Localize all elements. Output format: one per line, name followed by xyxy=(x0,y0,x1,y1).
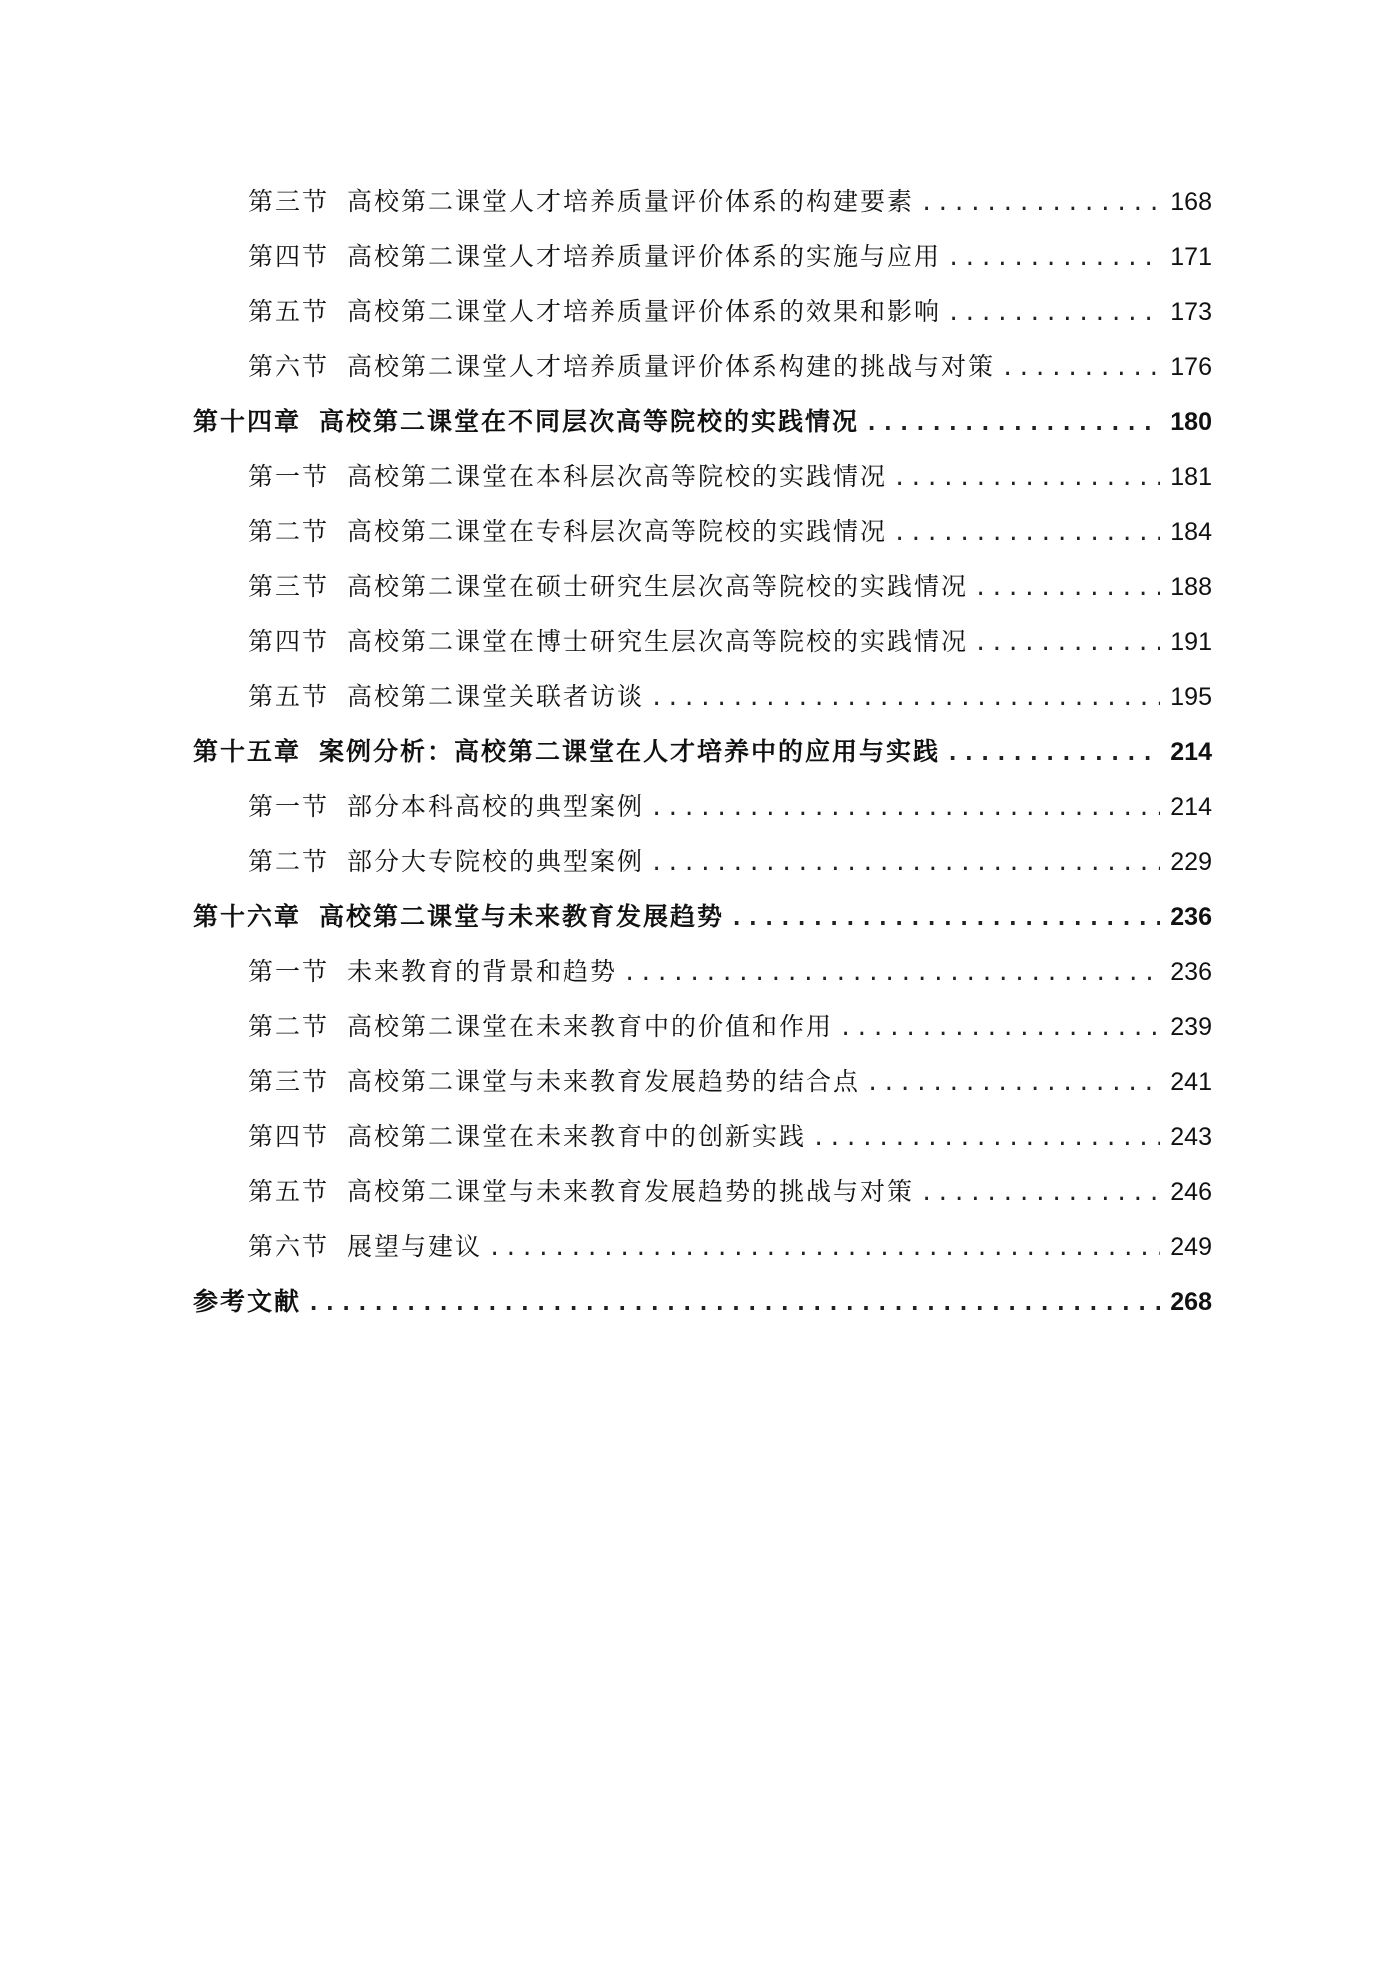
dot-leader xyxy=(650,796,1160,821)
dot-leader xyxy=(730,906,1160,931)
section-number: 第五节 xyxy=(248,297,330,326)
toc-section-entry[interactable] xyxy=(0,347,1391,402)
dot-leader xyxy=(920,1181,1160,1206)
toc-chapter-entry[interactable] xyxy=(0,732,1391,787)
section-number: 第二节 xyxy=(248,517,330,546)
toc-chapter-entry[interactable] xyxy=(0,1282,1391,1337)
toc-chapter-entry[interactable] xyxy=(0,402,1391,457)
toc-section-entry[interactable] xyxy=(0,1117,1391,1172)
page-number: 243 xyxy=(1170,1123,1212,1151)
toc-entry-line xyxy=(248,1062,1212,1098)
table-of-contents xyxy=(0,182,1391,1337)
page-number: 236 xyxy=(1170,903,1212,931)
section-number: 第五节 xyxy=(248,1177,330,1206)
chapter-title: 参考文献 xyxy=(193,1287,302,1316)
dot-leader xyxy=(947,301,1160,326)
chapter-title: 高校第二课堂与未来教育发展趋势 xyxy=(319,902,725,931)
toc-entry-line xyxy=(248,182,1212,218)
page-number: 249 xyxy=(1170,1233,1212,1261)
dot-leader xyxy=(623,961,1160,986)
toc-entry-line xyxy=(193,897,1212,933)
toc-section-entry[interactable] xyxy=(0,292,1391,347)
toc-entry-line xyxy=(248,512,1212,548)
section-title: 高校第二课堂在硕士研究生层次高等院校的实践情况 xyxy=(347,572,969,601)
section-number: 第二节 xyxy=(248,847,330,876)
toc-entry-line xyxy=(248,622,1212,658)
chapter-title: 高校第二课堂在不同层次高等院校的实践情况 xyxy=(319,407,860,436)
dot-leader xyxy=(866,1071,1160,1096)
toc-section-entry[interactable] xyxy=(0,1007,1391,1062)
toc-section-entry[interactable] xyxy=(0,512,1391,567)
dot-leader xyxy=(974,576,1160,601)
toc-section-entry[interactable] xyxy=(0,457,1391,512)
section-title: 展望与建议 xyxy=(347,1232,483,1261)
page-number: 184 xyxy=(1170,518,1212,546)
page-number: 236 xyxy=(1170,958,1212,986)
toc-entry-line xyxy=(248,347,1212,383)
section-title: 高校第二课堂与未来教育发展趋势的挑战与对策 xyxy=(347,1177,915,1206)
section-title: 高校第二课堂人才培养质量评价体系的构建要素 xyxy=(347,187,915,216)
toc-section-entry[interactable] xyxy=(0,1062,1391,1117)
section-number: 第一节 xyxy=(248,462,330,491)
toc-entry-line xyxy=(248,787,1212,823)
section-title: 高校第二课堂与未来教育发展趋势的结合点 xyxy=(347,1067,861,1096)
section-title: 高校第二课堂在博士研究生层次高等院校的实践情况 xyxy=(347,627,969,656)
section-title: 高校第二课堂人才培养质量评价体系构建的挑战与对策 xyxy=(347,352,996,381)
dot-leader xyxy=(812,1126,1160,1151)
toc-entry-line xyxy=(248,457,1212,493)
dot-leader xyxy=(893,466,1160,491)
section-number: 第一节 xyxy=(248,792,330,821)
toc-chapter-entry[interactable] xyxy=(0,897,1391,952)
page-number: 181 xyxy=(1170,463,1212,491)
section-title: 高校第二课堂在未来教育中的创新实践 xyxy=(347,1122,807,1151)
page-number: 239 xyxy=(1170,1013,1212,1041)
toc-entry-line xyxy=(248,677,1212,713)
page-number: 188 xyxy=(1170,573,1212,601)
dot-leader xyxy=(307,1291,1160,1316)
toc-entry-line xyxy=(193,1282,1212,1318)
toc-section-entry[interactable] xyxy=(0,677,1391,732)
chapter-number: 第十四章 xyxy=(193,407,302,436)
section-number: 第三节 xyxy=(248,187,330,216)
dot-leader xyxy=(1001,356,1160,381)
page-number: 268 xyxy=(1170,1288,1212,1316)
dot-leader xyxy=(650,686,1160,711)
chapter-number: 第十六章 xyxy=(193,902,302,931)
section-title: 高校第二课堂人才培养质量评价体系的实施与应用 xyxy=(347,242,942,271)
section-title: 部分本科高校的典型案例 xyxy=(347,792,645,821)
toc-entry-line xyxy=(248,1007,1212,1043)
page-number: 214 xyxy=(1170,793,1212,821)
toc-section-entry[interactable] xyxy=(0,1227,1391,1282)
dot-leader xyxy=(893,521,1160,546)
toc-section-entry[interactable] xyxy=(0,842,1391,897)
section-number: 第一节 xyxy=(248,957,330,986)
section-title: 部分大专院校的典型案例 xyxy=(347,847,645,876)
dot-leader xyxy=(947,246,1160,271)
dot-leader xyxy=(865,411,1160,436)
section-title: 未来教育的背景和趋势 xyxy=(347,957,618,986)
page-number: 229 xyxy=(1170,848,1212,876)
toc-section-entry[interactable] xyxy=(0,237,1391,292)
toc-section-entry[interactable] xyxy=(0,622,1391,677)
section-number: 第五节 xyxy=(248,682,330,711)
section-title: 高校第二课堂人才培养质量评价体系的效果和影响 xyxy=(347,297,942,326)
toc-entry-line xyxy=(248,1227,1212,1263)
chapter-title: 案例分析：高校第二课堂在人才培养中的应用与实践 xyxy=(319,737,941,766)
page-number: 195 xyxy=(1170,683,1212,711)
page-number: 191 xyxy=(1170,628,1212,656)
section-number: 第六节 xyxy=(248,1232,330,1261)
section-number: 第二节 xyxy=(248,1012,330,1041)
section-number: 第三节 xyxy=(248,1067,330,1096)
toc-section-entry[interactable] xyxy=(0,787,1391,842)
dot-leader xyxy=(920,191,1160,216)
toc-entry-line xyxy=(248,842,1212,878)
toc-entry-line xyxy=(248,1117,1212,1153)
dot-leader xyxy=(650,851,1160,876)
chapter-number: 第十五章 xyxy=(193,737,302,766)
toc-entry-line xyxy=(193,402,1212,438)
toc-entry-line xyxy=(248,292,1212,328)
section-title: 高校第二课堂在专科层次高等院校的实践情况 xyxy=(347,517,888,546)
toc-section-entry[interactable] xyxy=(0,182,1391,237)
page-number: 171 xyxy=(1170,243,1212,271)
page-number: 173 xyxy=(1170,298,1212,326)
page-number: 241 xyxy=(1170,1068,1212,1096)
section-number: 第四节 xyxy=(248,242,330,271)
section-number: 第四节 xyxy=(248,1122,330,1151)
page-number: 180 xyxy=(1170,408,1212,436)
page-number: 246 xyxy=(1170,1178,1212,1206)
toc-entry-line xyxy=(248,952,1212,988)
toc-entry-line xyxy=(248,567,1212,603)
page-number: 176 xyxy=(1170,353,1212,381)
dot-leader xyxy=(488,1236,1160,1261)
toc-entry-line xyxy=(248,1172,1212,1208)
section-title: 高校第二课堂在本科层次高等院校的实践情况 xyxy=(347,462,888,491)
section-number: 第四节 xyxy=(248,627,330,656)
toc-section-entry[interactable] xyxy=(0,1172,1391,1227)
section-number: 第三节 xyxy=(248,572,330,601)
section-title: 高校第二课堂关联者访谈 xyxy=(347,682,645,711)
toc-entry-line xyxy=(248,237,1212,273)
toc-entry-line xyxy=(193,732,1212,768)
page-number: 214 xyxy=(1170,738,1212,766)
section-title: 高校第二课堂在未来教育中的价值和作用 xyxy=(347,1012,834,1041)
page-number: 168 xyxy=(1170,188,1212,216)
section-number: 第六节 xyxy=(248,352,330,381)
toc-section-entry[interactable] xyxy=(0,952,1391,1007)
dot-leader xyxy=(839,1016,1160,1041)
dot-leader xyxy=(974,631,1160,656)
toc-section-entry[interactable] xyxy=(0,567,1391,622)
dot-leader xyxy=(946,741,1160,766)
